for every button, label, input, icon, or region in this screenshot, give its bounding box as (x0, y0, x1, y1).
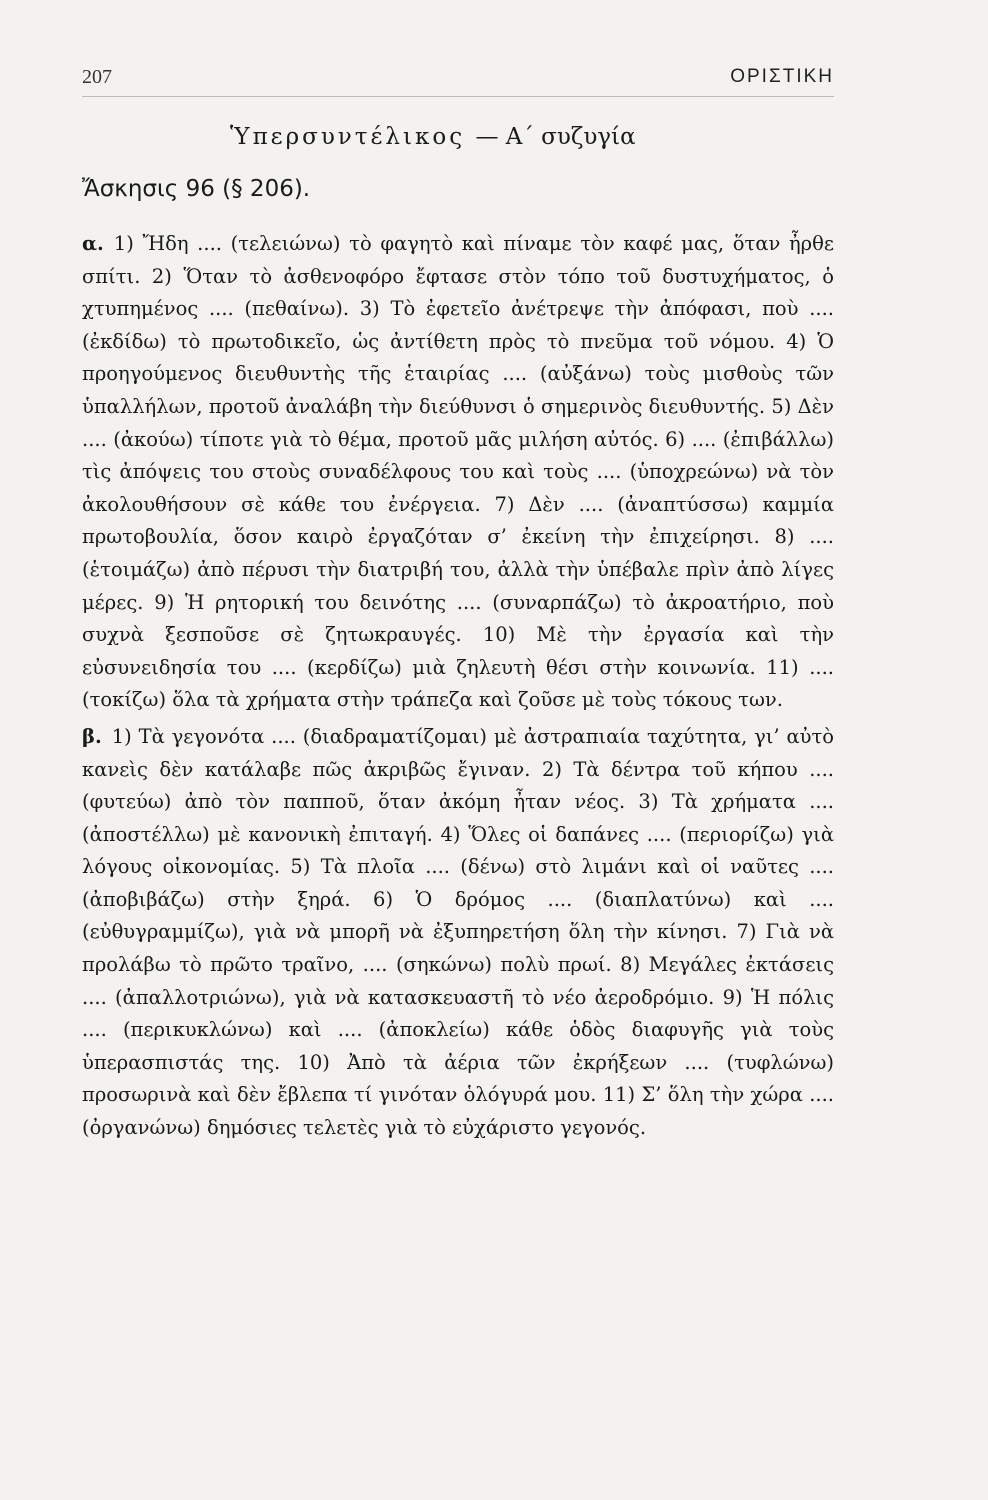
paragraph-b-text: 1) Τὰ γεγονότα .... (διαδραματίζομαι) μὲ ἀστραπιαία ταχύτητα, γι’ αὐτὸ κανεὶς δὲν κατάλαβε πῶς ἀκριβῶς ἔγιναν. 2) Τὰ δέντρα τοῦ κήπου .... (φυτεύω) ἀπὸ τὸν παπποῦ, ὅταν ἀκόμη ἦταν νέος. 3) Τὰ χρήματα .... (ἀποστέλλω) μὲ κανονικὴ ἐπιταγή. 4) Ὅλες οἱ δαπάνες .... (περιορίζω) γιὰ λόγους οἰκονομίας. 5) Τὰ πλοῖα .... (δένω) στὸ λιμάνι καὶ οἱ ναῦτες .... (ἀποβιβάζω) στὴν ξηρά. 6) Ὁ δρόμος .... (διαπλατύνω) καὶ .... (εὐθυγραμμίζω), γιὰ νὰ μπορῆ νὰ ἐξυπηρετήση ὅλη τὴν κίνησι. 7) Γιὰ νὰ προλάβω τὸ πρῶτο τραῖνο, .... (σηκώνω) πολὺ πρωί. 8) Μεγάλες ἐκτάσεις .... (ἀπαλλοτριώνω), γιὰ νὰ κατασκευαστῆ τὸ νέο ἀεροδρόμιο. 9) Ἡ πόλις .... (περικυκλώνω) καὶ .... (ἀποκλείω) κάθε ὁδὸς διαφυγῆς γιὰ τοὺς ὑπερασπιστάς της. 10) Ἀπὸ τὰ ἀέρια τῶν ἐκρήξεων .... (τυφλώνω) προσωρινὰ καὶ δὲν ἔβλεπα τί γινόταν ὁλόγυρά μου. 11) Σ’ ὅλη τὴν χώρα .... (ὀργανώνω) δημόσιες τελετὲς γιὰ τὸ εὐχάριστο γεγονός. (82, 724, 834, 1140)
exercise-label: Ἄσκησις 96 (§ 206). (82, 176, 311, 202)
page-number: 207 (82, 66, 112, 88)
paragraph-a-text: 1) Ἤδη .... (τελειώνω) τὸ φαγητὸ καὶ πίναμε τὸν καφέ μας, ὅταν ἦρθε σπίτι. 2) Ὅταν τὸ ἀσθενοφόρο ἔφτασε στὸν τόπο τοῦ δυστυχήματος, ὁ χτυπημένος .... (πεθαίνω). 3) Τὸ ἐφετεῖο ἀνέτρεψε τὴν ἀπόφασι, ποὺ .... (ἐκδίδω) τὸ πρωτοδικεῖο, ὡς ἀντίθετη πρὸς τὸ πνεῦμα τοῦ νόμου. 4) Ὁ προηγούμενος διευθυντὴς τῆς ἑταιρίας .... (αὐξάνω) τοὺς μισθοὺς τῶν ὑπαλλήλων, προτοῦ ἀναλάβη τὴν διεύθυνσι ὁ σημερινὸς διευθυντής. 5) Δὲν .... (ἀκούω) τίποτε γιὰ τὸ θέμα, προτοῦ μᾶς μιλήση αὐτός. 6) .... (ἐπιβάλλω) τὶς ἀπόψεις του στοὺς συναδέλφους του καὶ τοὺς .... (ὑποχρεώνω) νὰ τὸν ἀκολουθήσουν σὲ κάθε του ἐνέργεια. 7) Δὲν .... (ἀναπτύσσω) καμμία πρωτοβουλία, ὅσον καιρὸ ἐργαζόταν σ’ ἐκείνη τὴν ἐπιχείρησι. 8) .... (ἑτοιμάζω) ἀπὸ πέρυσι τὴν διατριβή του, ἀλλὰ τὴν ὑπέβαλε πρὶν ἀπὸ λίγες μέρες. 9) Ἡ ρητορική του δεινότης .... (συναρπάζω) τὸ ἀκροατήριο, ποὺ συχνὰ ξεσποῦσε σὲ ζητωκραυγές. 10) Μὲ τὴν ἐργασία καὶ τὴν εὐσυνειδησία του .... (κερδίζω) μιὰ ζηλευτὴ θέσι στὴν κοινωνία. 11) .... (τοκίζω) ὅλα τὰ χρήματα στὴν τράπεζα καὶ ζοῦσε μὲ τοὺς τόκους των. (82, 232, 834, 712)
section-title: ΟΡΙΣΤΙΚΗ (730, 66, 834, 87)
running-head (82, 62, 834, 97)
paragraph-a (82, 228, 834, 717)
paragraph-a-marker: α. (82, 232, 104, 255)
chapter-heading (230, 124, 750, 150)
paragraph-b (82, 721, 834, 1145)
paragraph-b-marker: β. (82, 724, 102, 748)
exercise-body (82, 228, 834, 1149)
heading-main: Ὑπερσυντέλικος (230, 124, 466, 150)
heading-subtitle: — Α΄ συζυγία (475, 124, 636, 150)
